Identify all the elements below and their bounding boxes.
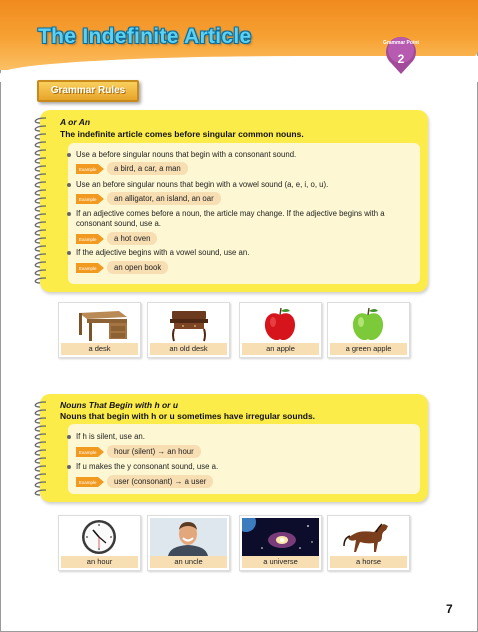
section1-heading: A or An xyxy=(60,117,91,127)
picture-card xyxy=(327,302,410,358)
spiral-loop xyxy=(35,410,46,415)
picture-card xyxy=(58,302,141,358)
spiral-loop xyxy=(35,418,46,423)
rule-3-text: If an adjective comes before a noun, the article may change. If the adjective begins with a consonant sound, use a. xyxy=(76,209,385,228)
example-tag-icon xyxy=(76,263,104,273)
example-6: user (consonant) → a user xyxy=(107,475,213,488)
example-tag-icon xyxy=(76,477,104,487)
card-label: a horse xyxy=(330,556,407,568)
rule-4-text: If the adjective begins with a vowel sound, use an. xyxy=(76,248,250,257)
card-label: a green apple xyxy=(330,343,407,355)
grammar-rules-label: Grammar Rules xyxy=(37,80,139,102)
picture-card xyxy=(239,302,322,358)
example-2: an alligator, an island, an oar xyxy=(107,192,221,205)
card-label: an old desk xyxy=(150,343,227,355)
bullet xyxy=(67,465,71,469)
rule-6 xyxy=(76,462,416,472)
picture-card xyxy=(147,302,230,358)
spiral-loop xyxy=(35,222,46,227)
spiral-loop xyxy=(35,442,46,447)
bullet xyxy=(67,212,71,216)
example-4: an open book xyxy=(107,261,168,274)
spiral-loop xyxy=(35,198,46,203)
example-tag-icon xyxy=(76,194,104,204)
card-label: a universe xyxy=(242,556,319,568)
desk-image xyxy=(61,305,138,343)
clock-image xyxy=(61,518,138,556)
card-label: an uncle xyxy=(150,556,227,568)
spiral-loop xyxy=(35,270,46,275)
rule-3 xyxy=(76,209,412,229)
spiral-loop xyxy=(35,166,46,171)
example-5: hour (silent) → an hour xyxy=(107,445,201,458)
spiral-loop xyxy=(35,450,46,455)
bullet xyxy=(67,153,71,157)
bullet xyxy=(67,251,71,255)
svg-text:Example: Example xyxy=(79,237,97,242)
spiral-loop xyxy=(35,254,46,259)
rule-1 xyxy=(76,150,416,160)
spiral-loop xyxy=(35,246,46,251)
section2-subheading: Nouns that begin with h or u sometimes have irregular sounds. xyxy=(60,411,316,421)
spiral-loop xyxy=(35,466,46,471)
spiral-loop xyxy=(35,142,46,147)
section2-heading: Nouns That Begin with h or u xyxy=(60,400,179,410)
grammar-point-label: Grammar Point xyxy=(382,40,420,46)
spiral-binding-1 xyxy=(30,112,52,290)
picture-card xyxy=(239,515,322,571)
spiral-loop xyxy=(35,150,46,155)
rule-1-text: Use a before singular nouns that begin with a consonant sound. xyxy=(76,150,297,159)
rule-5-text: If h is silent, use an. xyxy=(76,432,145,441)
spiral-loop xyxy=(35,206,46,211)
card-label: a desk xyxy=(61,343,138,355)
spiral-loop xyxy=(35,182,46,187)
rule-2 xyxy=(76,180,416,190)
bullet xyxy=(67,183,71,187)
spiral-loop xyxy=(35,262,46,267)
spiral-loop xyxy=(35,426,46,431)
old-desk-image xyxy=(150,305,227,343)
horse-image xyxy=(330,518,407,556)
example-1: a bird, a car, a man xyxy=(107,162,188,175)
spiral-loop xyxy=(35,230,46,235)
spiral-loop xyxy=(35,482,46,487)
spiral-binding-2 xyxy=(30,396,52,500)
svg-text:Example: Example xyxy=(79,197,97,202)
universe-image xyxy=(242,518,319,556)
spiral-loop xyxy=(35,474,46,479)
rule-4 xyxy=(76,248,416,258)
spiral-loop xyxy=(35,118,46,123)
spiral-loop xyxy=(35,190,46,195)
page-number: 7 xyxy=(446,602,453,616)
spiral-loop xyxy=(35,434,46,439)
spiral-loop xyxy=(35,158,46,163)
spiral-loop xyxy=(35,214,46,219)
rule-5 xyxy=(76,432,416,442)
card-label: an hour xyxy=(61,556,138,568)
example-tag-icon xyxy=(76,234,104,244)
spiral-loop xyxy=(35,238,46,243)
picture-card xyxy=(327,515,410,571)
svg-text:Example: Example xyxy=(79,480,97,485)
spiral-loop xyxy=(35,134,46,139)
grammar-point-number: 2 xyxy=(397,52,405,66)
picture-card xyxy=(58,515,141,571)
spiral-loop xyxy=(35,278,46,283)
spiral-loop xyxy=(35,174,46,179)
svg-text:Example: Example xyxy=(79,450,97,455)
rule-6-text: If u makes the y consonant sound, use a. xyxy=(76,462,219,471)
apple-image xyxy=(242,305,319,343)
card-label: an apple xyxy=(242,343,319,355)
section1-subheading: The indefinite article comes before singular common nouns. xyxy=(60,129,304,139)
page-title: The Indefinite Article xyxy=(38,25,252,48)
spiral-loop xyxy=(35,402,46,407)
uncle-image xyxy=(150,518,227,556)
svg-text:Example: Example xyxy=(79,167,97,172)
spiral-loop xyxy=(35,490,46,495)
example-tag-icon xyxy=(76,164,104,174)
svg-text:Example: Example xyxy=(79,266,97,271)
picture-card xyxy=(147,515,230,571)
rule-2-text: Use an before singular nouns that begin with a vowel sound (a, e, i, o, u). xyxy=(76,180,329,189)
spiral-loop xyxy=(35,458,46,463)
bullet xyxy=(67,435,71,439)
spiral-loop xyxy=(35,126,46,131)
example-tag-icon xyxy=(76,447,104,457)
example-3: a hot oven xyxy=(107,232,157,245)
green-apple-image xyxy=(330,305,407,343)
